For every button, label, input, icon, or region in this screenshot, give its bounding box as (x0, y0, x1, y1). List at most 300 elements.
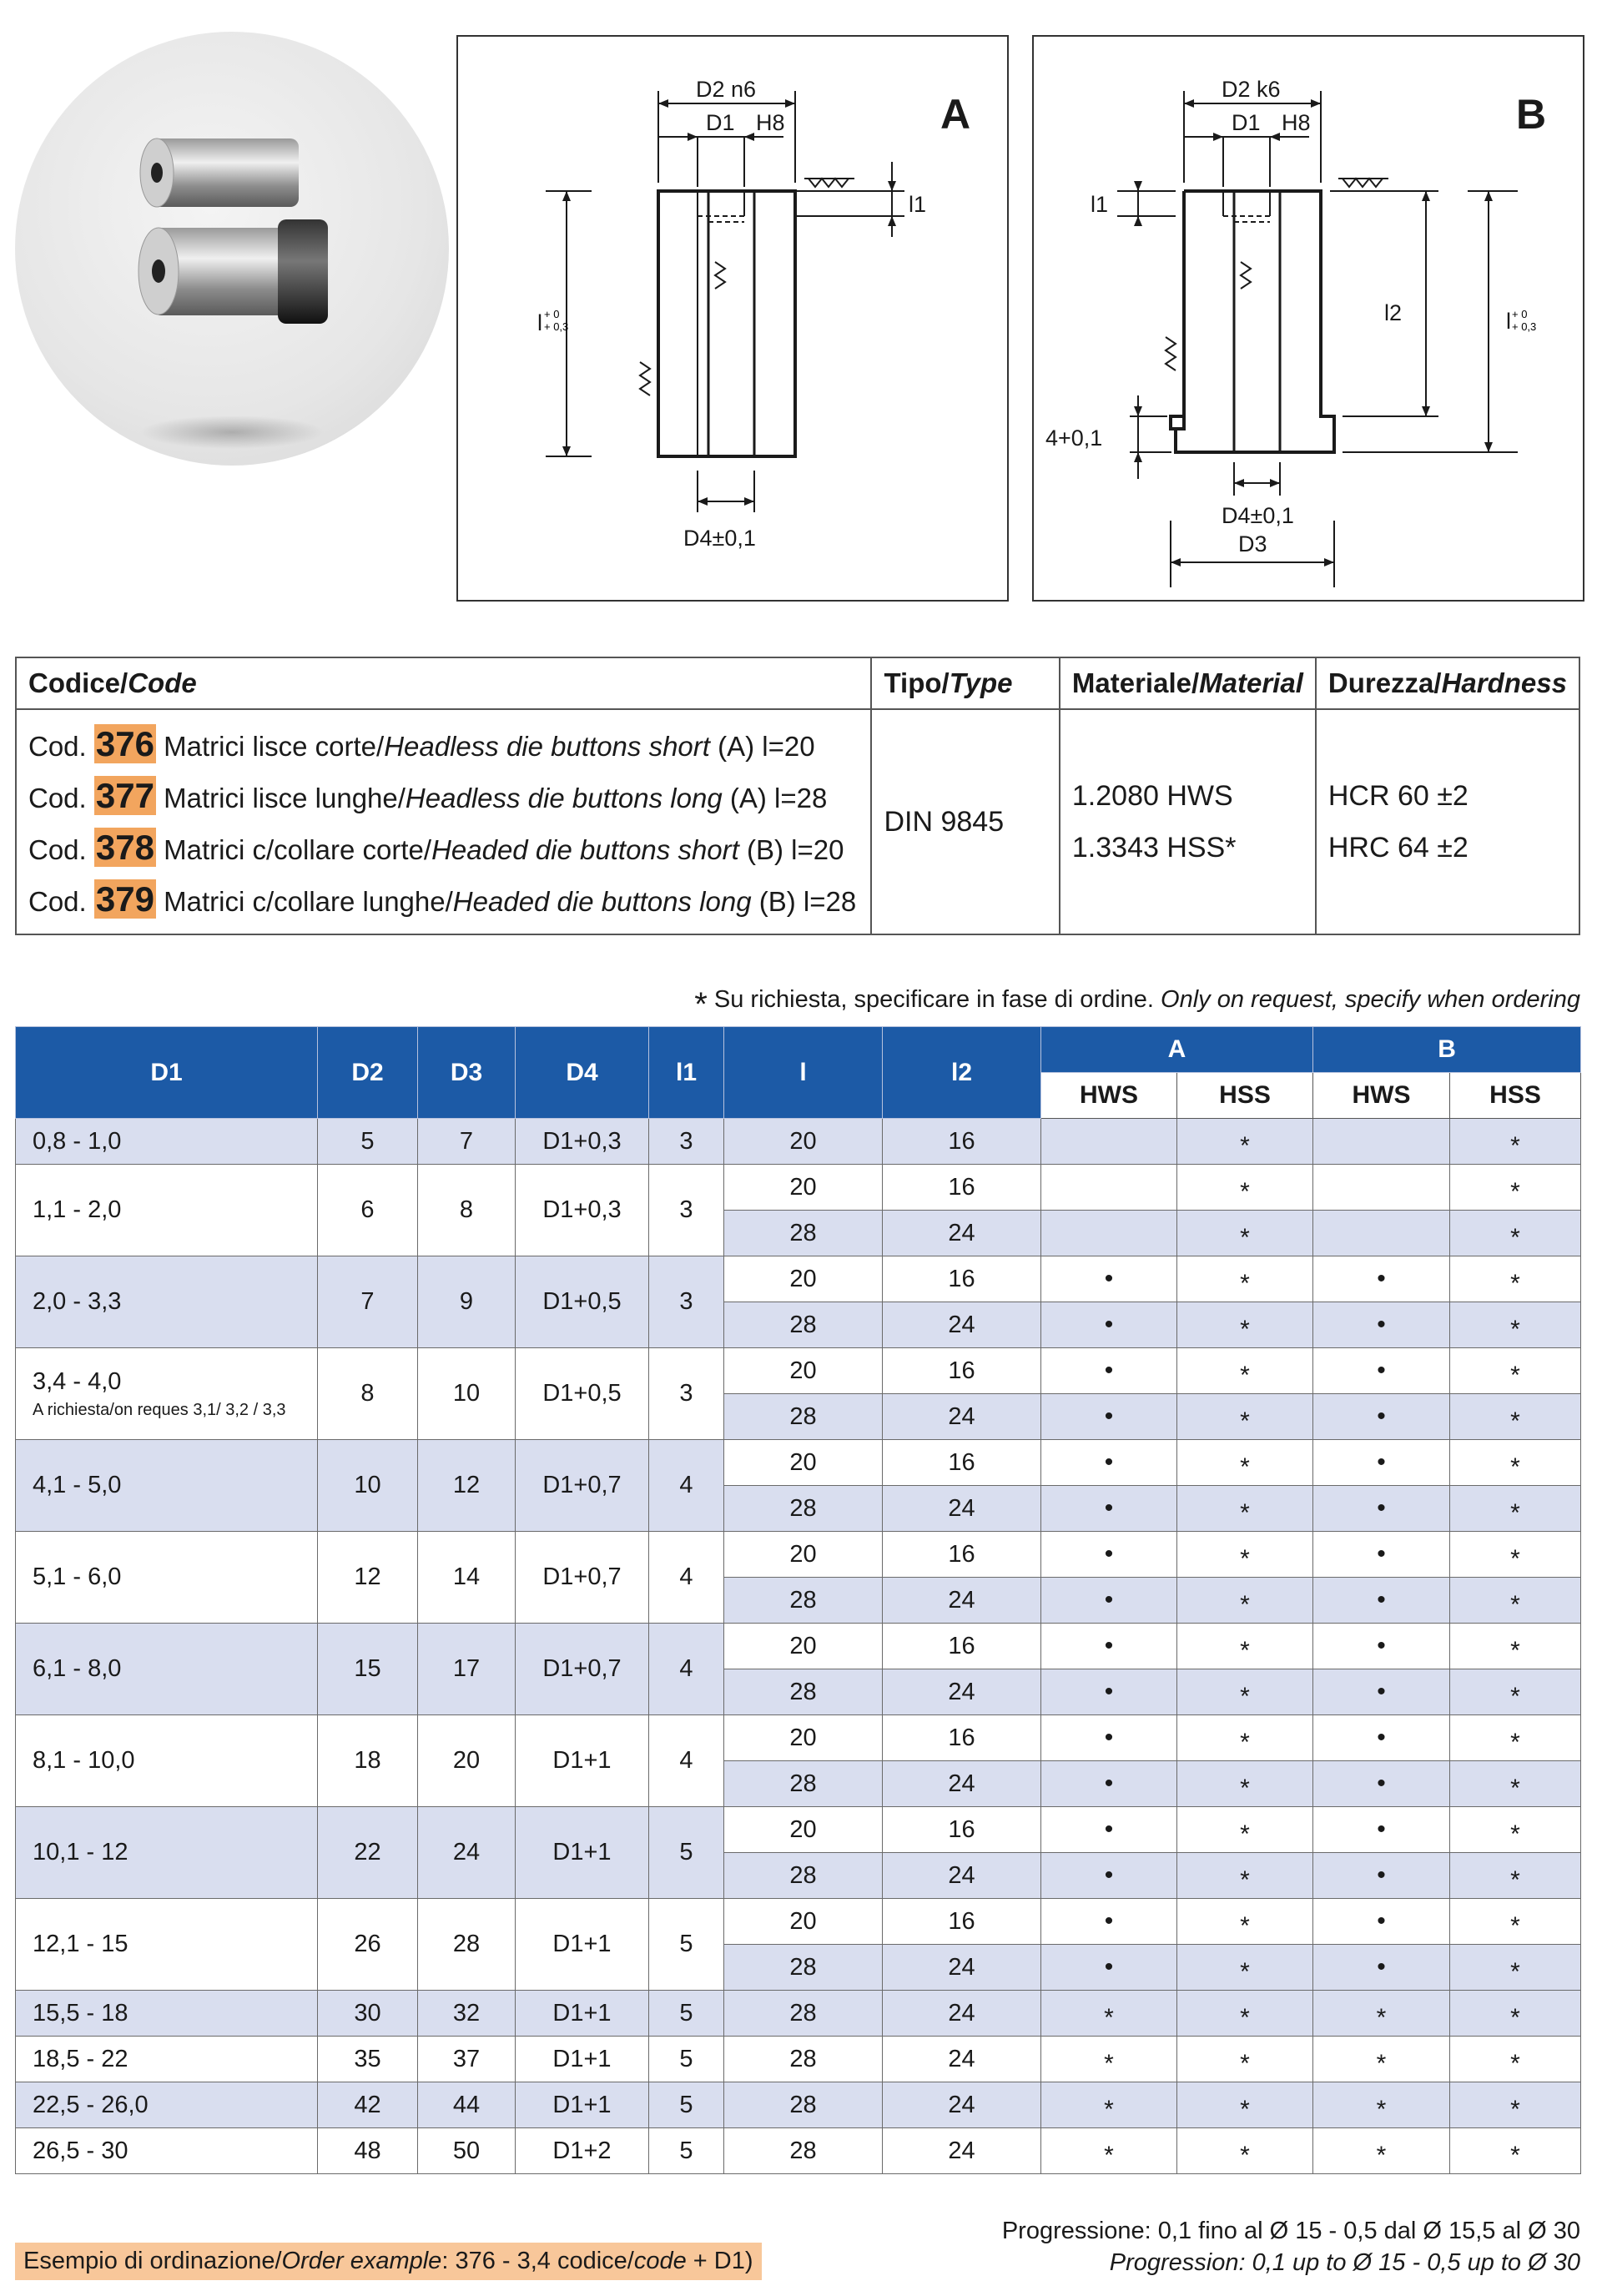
cell-l1: 5 (649, 2037, 724, 2082)
on-request-mark: * (1510, 1637, 1520, 1664)
request-note: * Su richiesta, specificare in fase di ordine. Only on request, specify when ordering (694, 986, 1580, 1023)
table-row (16, 1624, 1581, 1669)
product-photo (15, 32, 449, 466)
cell-b-hws (1313, 2128, 1450, 2174)
on-request-mark: * (1104, 2096, 1114, 2123)
cell-a-hss (1177, 1119, 1313, 1165)
drawing-b-l-tol-lower: + 0,3 (1512, 320, 1537, 333)
drawing-a-d4: D4±0,1 (683, 526, 756, 551)
available-dot-icon: • (1377, 1494, 1386, 1522)
cell-b-hss (1450, 1945, 1581, 1991)
header-d2: D2 (318, 1027, 418, 1119)
cell-d1-range: 1,1 - 2,0 (33, 1196, 122, 1223)
cell-a-hws (1041, 2082, 1177, 2128)
cell-d1 (16, 1991, 318, 2037)
cell-l2: 16 (883, 1532, 1041, 1578)
code-line-376: Cod. 376 Matrici lisce corte/Headless die buttons short (A) l=20 (28, 724, 815, 763)
code-line-377: Cod. 377 Matrici lisce lunghe/Headless die buttons long (A) l=28 (28, 776, 828, 815)
cell-l2: 24 (883, 1486, 1041, 1532)
cell-d2: 7 (318, 1256, 418, 1348)
cell-d4: D1+1 (516, 2037, 649, 2082)
type-value: DIN 9845 (871, 709, 1059, 934)
progression-en: Progression: 0,1 up to Ø 15 - 0,5 up to Ø 30 (1109, 2249, 1580, 2276)
cell-l: 28 (724, 1991, 883, 2037)
cell-d1-range: 22,5 - 26,0 (33, 2091, 149, 2118)
cell-d3: 9 (418, 1256, 516, 1348)
header-b-hws: HWS (1313, 1073, 1450, 1119)
header-a-hws: HWS (1041, 1073, 1177, 1119)
cell-d1-range: 6,1 - 8,0 (33, 1655, 122, 1682)
table-row (16, 2082, 1581, 2128)
on-request-mark: * (1240, 1178, 1250, 1206)
cell-a-hws (1041, 1715, 1177, 1761)
cell-a-hss (1177, 1991, 1313, 2037)
cell-b-hws (1313, 1211, 1450, 1256)
on-request-mark: * (1510, 1683, 1520, 1710)
hardness-hws: HCR 60 ±2 (1327, 780, 1468, 812)
cell-l1: 5 (649, 1899, 724, 1991)
cell-b-hss (1450, 1578, 1581, 1624)
cell-d1-range: 8,1 - 10,0 (33, 1747, 135, 1774)
cell-d3: 17 (418, 1624, 516, 1715)
cell-d3: 50 (418, 2128, 516, 2174)
header-group-a: A (1041, 1027, 1313, 1073)
cell-b-hws (1313, 1348, 1450, 1394)
on-request-mark: * (1104, 2004, 1114, 2032)
cell-l1: 3 (649, 1119, 724, 1165)
cell-a-hss (1177, 1256, 1313, 1302)
cell-l2: 24 (883, 1761, 1041, 1807)
table-row (16, 1715, 1581, 1761)
cell-d1 (16, 2082, 318, 2128)
on-request-mark: * (1510, 1224, 1520, 1251)
on-request-mark: * (1510, 1178, 1520, 1206)
progression-it: Progressione: 0,1 fino al Ø 15 - 0,5 dal Ø 15,5 al Ø 30 (1001, 2218, 1580, 2244)
cell-d1 (16, 1256, 318, 1348)
cell-b-hws (1313, 1945, 1450, 1991)
cell-l2: 16 (883, 1440, 1041, 1486)
cell-d3: 37 (418, 2037, 516, 2082)
cell-l: 28 (724, 1853, 883, 1899)
drawing-b-d2: D2 k6 (1222, 77, 1281, 102)
cell-b-hws (1313, 1119, 1450, 1165)
drawing-a-l-tol-lower: + 0,3 (544, 320, 569, 333)
cell-a-hss (1177, 1348, 1313, 1394)
available-dot-icon: • (1104, 1311, 1114, 1338)
on-request-mark: * (1376, 2142, 1387, 2169)
cell-d3: 12 (418, 1440, 516, 1532)
on-request-mark: * (1240, 2050, 1250, 2077)
cell-d1 (16, 1624, 318, 1715)
cell-d4: D1+0,5 (516, 1348, 649, 1440)
cell-d2: 35 (318, 2037, 418, 2082)
cell-d2: 18 (318, 1715, 418, 1807)
cell-b-hss (1450, 2128, 1581, 2174)
on-request-mark: * (1510, 1866, 1520, 1894)
cell-a-hss (1177, 2128, 1313, 2174)
cell-b-hws (1313, 1669, 1450, 1715)
on-request-mark: * (1104, 2142, 1114, 2169)
on-request-mark: * (1510, 1362, 1520, 1389)
code-header: Codice/Code (16, 657, 871, 709)
cell-a-hws (1041, 1578, 1177, 1624)
cell-l: 20 (724, 1715, 883, 1761)
drawing-a-l: l (537, 310, 542, 335)
cell-d2: 15 (318, 1624, 418, 1715)
cell-a-hss (1177, 1165, 1313, 1211)
cell-b-hss (1450, 1669, 1581, 1715)
dimension-header-row (16, 1027, 1581, 1073)
cell-l1: 3 (649, 1348, 724, 1440)
die-buttons-illustration (15, 32, 449, 466)
cell-a-hws (1041, 1945, 1177, 1991)
available-dot-icon: • (1104, 1907, 1114, 1935)
cell-d4: D1+0,7 (516, 1624, 649, 1715)
cell-d2: 26 (318, 1899, 418, 1991)
on-request-mark: * (1510, 2004, 1520, 2032)
on-request-mark: * (1240, 1820, 1250, 1848)
cell-b-hws (1313, 1165, 1450, 1211)
on-request-mark: * (1510, 1316, 1520, 1343)
cell-l2: 24 (883, 1578, 1041, 1624)
header-d1: D1 (16, 1027, 318, 1119)
cell-d1-range: 10,1 - 12 (33, 1839, 128, 1866)
cell-l2: 24 (883, 1302, 1041, 1348)
table-row (16, 1165, 1581, 1211)
cell-d1-note: A richiesta/on reques 3,1/ 3,2 / 3,3 (33, 1400, 286, 1419)
cell-d4: D1+0,7 (516, 1532, 649, 1624)
cell-a-hws (1041, 2037, 1177, 2082)
cell-a-hws (1041, 1440, 1177, 1486)
cell-l2: 16 (883, 1715, 1041, 1761)
cell-d4: D1+0,7 (516, 1440, 649, 1532)
cell-b-hss (1450, 1348, 1581, 1394)
cell-b-hws (1313, 1578, 1450, 1624)
cell-l2: 24 (883, 2082, 1041, 2128)
cell-l1: 5 (649, 1991, 724, 2037)
cell-a-hws (1041, 1119, 1177, 1165)
cell-a-hss (1177, 1302, 1313, 1348)
cell-l1: 4 (649, 1624, 724, 1715)
cell-d1-range: 4,1 - 5,0 (33, 1472, 122, 1498)
on-request-mark: * (1510, 1453, 1520, 1481)
drawing-a-l1: l1 (909, 192, 927, 217)
code-line-379: Cod. 379 Matrici c/collare lunghe/Headed die buttons long (B) l=28 (28, 879, 857, 919)
cell-l: 20 (724, 1624, 883, 1669)
table-row (16, 1532, 1581, 1578)
table-row (16, 1991, 1581, 2037)
header-d4: D4 (516, 1027, 649, 1119)
on-request-mark: * (1240, 1683, 1250, 1710)
cell-d3: 14 (418, 1532, 516, 1624)
cell-l: 28 (724, 2082, 883, 2128)
available-dot-icon: • (1377, 1586, 1386, 1614)
cell-d1 (16, 1532, 318, 1624)
cell-a-hws (1041, 1853, 1177, 1899)
cell-d3: 28 (418, 1899, 516, 1991)
cell-l2: 24 (883, 2037, 1041, 2082)
cell-l: 28 (724, 1578, 883, 1624)
cell-a-hss (1177, 1807, 1313, 1853)
on-request-mark: * (1376, 2096, 1387, 2123)
drawing-b-l1: l1 (1091, 192, 1109, 217)
on-request-mark: * (1240, 1499, 1250, 1527)
on-request-mark: * (1510, 1912, 1520, 1940)
cell-l2: 16 (883, 1165, 1041, 1211)
cell-b-hss (1450, 1715, 1581, 1761)
on-request-mark: * (1510, 1775, 1520, 1802)
on-request-mark: * (1240, 1729, 1250, 1756)
cell-a-hws (1041, 1486, 1177, 1532)
cell-b-hws (1313, 2082, 1450, 2128)
cell-l2: 16 (883, 1256, 1041, 1302)
note-star: * (694, 986, 708, 1023)
cell-l2: 24 (883, 1669, 1041, 1715)
cell-d3: 8 (418, 1165, 516, 1256)
cell-b-hws (1313, 1302, 1450, 1348)
dimension-table (15, 1026, 1581, 2174)
cell-d3: 32 (418, 1991, 516, 2037)
on-request-mark: * (1240, 2096, 1250, 2123)
cell-a-hws (1041, 1991, 1177, 2037)
cell-a-hss (1177, 2082, 1313, 2128)
on-request-mark: * (1240, 1362, 1250, 1389)
drawing-b-h8: H8 (1282, 110, 1311, 135)
cell-d1 (16, 1440, 318, 1532)
cell-d1-range: 12,1 - 15 (33, 1931, 128, 1957)
drawing-b-l2: l2 (1384, 300, 1403, 325)
on-request-mark: * (1510, 2142, 1520, 2169)
cell-d2: 5 (318, 1119, 418, 1165)
available-dot-icon: • (1104, 1953, 1114, 1981)
cell-a-hws (1041, 1256, 1177, 1302)
cell-l: 28 (724, 1669, 883, 1715)
cell-l1: 4 (649, 1715, 724, 1807)
cell-d4: D1+2 (516, 2128, 649, 2174)
available-dot-icon: • (1104, 1861, 1114, 1889)
cell-b-hss (1450, 1853, 1581, 1899)
cell-d1 (16, 2037, 318, 2082)
drawing-b-l-tol-upper: + 0 (1512, 308, 1528, 320)
cell-l2: 16 (883, 1119, 1041, 1165)
cell-a-hss (1177, 1669, 1313, 1715)
available-dot-icon: • (1377, 1540, 1386, 1568)
cell-l2: 16 (883, 1899, 1041, 1945)
material-hws: 1.2080 HWS (1071, 780, 1233, 812)
cell-a-hss (1177, 1624, 1313, 1669)
on-request-mark: * (1510, 1132, 1520, 1160)
drawing-b-letter: B (1516, 91, 1547, 138)
table-row (16, 1256, 1581, 1302)
cell-b-hws (1313, 1624, 1450, 1669)
on-request-mark: * (1240, 2004, 1250, 2032)
cell-d1 (16, 1807, 318, 1899)
on-request-mark: * (1240, 1591, 1250, 1619)
available-dot-icon: • (1104, 1815, 1114, 1843)
cell-l2: 24 (883, 1394, 1041, 1440)
on-request-mark: * (1240, 1224, 1250, 1251)
cell-a-hws (1041, 1211, 1177, 1256)
cell-d4: D1+1 (516, 1807, 649, 1899)
cell-d4: D1+0,3 (516, 1165, 649, 1256)
cell-b-hss (1450, 1302, 1581, 1348)
cell-a-hss (1177, 1761, 1313, 1807)
available-dot-icon: • (1377, 1724, 1386, 1751)
cell-l2: 16 (883, 1348, 1041, 1394)
cell-l: 20 (724, 1348, 883, 1394)
table-row (16, 1440, 1581, 1486)
available-dot-icon: • (1377, 1632, 1386, 1659)
code-table-header (16, 657, 1579, 709)
cell-d2: 8 (318, 1348, 418, 1440)
available-dot-icon: • (1104, 1494, 1114, 1522)
on-request-mark: * (1376, 2004, 1387, 2032)
cell-a-hws (1041, 1532, 1177, 1578)
cell-b-hss (1450, 2037, 1581, 2082)
cell-d2: 42 (318, 2082, 418, 2128)
cell-d4: D1+0,3 (516, 1119, 649, 1165)
code-line-378: Cod. 378 Matrici c/collare corte/Headed die buttons short (B) l=20 (28, 828, 844, 867)
cell-b-hss (1450, 1761, 1581, 1807)
cell-b-hss (1450, 1256, 1581, 1302)
hardness-values (1316, 709, 1579, 934)
cell-d2: 6 (318, 1165, 418, 1256)
header-a-hss: HSS (1177, 1073, 1313, 1119)
on-request-mark: * (1240, 1912, 1250, 1940)
available-dot-icon: • (1377, 1815, 1386, 1843)
cell-a-hws (1041, 1761, 1177, 1807)
header-b-hss: HSS (1450, 1073, 1581, 1119)
cell-d1-range: 18,5 - 22 (33, 2045, 128, 2072)
cell-l2: 24 (883, 1211, 1041, 1256)
available-dot-icon: • (1104, 1586, 1114, 1614)
header-l: l (724, 1027, 883, 1119)
cell-l: 20 (724, 1532, 883, 1578)
cell-a-hss (1177, 1945, 1313, 1991)
cell-b-hws (1313, 1486, 1450, 1532)
available-dot-icon: • (1377, 1770, 1386, 1797)
cell-l2: 16 (883, 1807, 1041, 1853)
cell-a-hss (1177, 1532, 1313, 1578)
cell-d4: D1+1 (516, 1991, 649, 2037)
cell-b-hss (1450, 1165, 1581, 1211)
cell-a-hss (1177, 1853, 1313, 1899)
on-request-mark: * (1240, 1407, 1250, 1435)
cell-d2: 12 (318, 1532, 418, 1624)
cell-b-hws (1313, 1256, 1450, 1302)
available-dot-icon: • (1104, 1632, 1114, 1659)
cell-b-hss (1450, 1211, 1581, 1256)
cell-d3: 44 (418, 2082, 516, 2128)
cell-l1: 5 (649, 1807, 724, 1899)
cell-d4: D1+0,5 (516, 1256, 649, 1348)
cell-l1: 3 (649, 1165, 724, 1256)
available-dot-icon: • (1377, 1907, 1386, 1935)
cell-l: 28 (724, 2128, 883, 2174)
cell-l: 20 (724, 1899, 883, 1945)
on-request-mark: * (1240, 1132, 1250, 1160)
available-dot-icon: • (1104, 1678, 1114, 1705)
material-hss: 1.3343 HSS* (1071, 832, 1237, 864)
code-list (16, 709, 871, 934)
cell-b-hss (1450, 1899, 1581, 1945)
cell-d3: 7 (418, 1119, 516, 1165)
cell-a-hss (1177, 2037, 1313, 2082)
hardness-hss: HRC 64 ±2 (1327, 832, 1468, 864)
cell-l: 20 (724, 1440, 883, 1486)
hardness-header: Durezza/Hardness (1316, 657, 1579, 709)
available-dot-icon: • (1377, 1448, 1386, 1476)
table-row (16, 1899, 1581, 1945)
code-table (15, 657, 1580, 935)
cell-b-hss (1450, 1394, 1581, 1440)
drawing-a-svg (458, 37, 1007, 600)
on-request-mark: * (1510, 2096, 1520, 2123)
cell-l: 20 (724, 1165, 883, 1211)
cell-b-hss (1450, 1624, 1581, 1669)
cell-l: 28 (724, 2037, 883, 2082)
cell-b-hss (1450, 1807, 1581, 1853)
cell-d3: 20 (418, 1715, 516, 1807)
cell-l1: 3 (649, 1256, 724, 1348)
cell-d1-range: 0,8 - 1,0 (33, 1127, 122, 1155)
drawing-b-collar: 4+0,1 (1045, 425, 1103, 451)
cell-d1-range: 26,5 - 30 (33, 2137, 128, 2164)
table-row (16, 1348, 1581, 1394)
drawing-b-d4: D4±0,1 (1222, 503, 1294, 528)
available-dot-icon: • (1104, 1265, 1114, 1292)
cell-d1-range: 5,1 - 6,0 (33, 1563, 122, 1590)
drawing-a-letter: A (940, 91, 971, 138)
on-request-mark: * (1240, 1958, 1250, 1986)
cell-d1 (16, 1899, 318, 1991)
on-request-mark: * (1240, 1545, 1250, 1573)
cell-a-hss (1177, 1394, 1313, 1440)
cell-a-hss (1177, 1211, 1313, 1256)
on-request-mark: * (1510, 1729, 1520, 1756)
on-request-mark: * (1240, 1453, 1250, 1481)
on-request-mark: * (1510, 1958, 1520, 1986)
available-dot-icon: • (1377, 1861, 1386, 1889)
type-header: Tipo/Type (871, 657, 1059, 709)
order-example: Esempio di ordinazione/Order example: 376 - 3,4 codice/code + D1) (15, 2243, 762, 2280)
cell-a-hss (1177, 1486, 1313, 1532)
cell-l1: 4 (649, 1532, 724, 1624)
cell-d1-range: 2,0 - 3,3 (33, 1288, 122, 1315)
cell-b-hss (1450, 1991, 1581, 2037)
header-l2: l2 (883, 1027, 1041, 1119)
cell-a-hws (1041, 1165, 1177, 1211)
cell-d1 (16, 1165, 318, 1256)
cell-a-hss (1177, 1899, 1313, 1945)
cell-d1 (16, 2128, 318, 2174)
cell-l2: 24 (883, 1945, 1041, 1991)
cell-d1 (16, 1715, 318, 1807)
header-group-b: B (1313, 1027, 1581, 1073)
table-row (16, 2128, 1581, 2174)
available-dot-icon: • (1104, 1402, 1114, 1430)
cell-d1-range: 3,4 - 4,0 (33, 1367, 122, 1395)
header-l1: l1 (649, 1027, 724, 1119)
header-d3: D3 (418, 1027, 516, 1119)
cell-l: 28 (724, 1394, 883, 1440)
on-request-mark: * (1510, 1270, 1520, 1297)
available-dot-icon: • (1377, 1311, 1386, 1338)
drawing-a-l-tol-upper: + 0 (544, 308, 560, 320)
cell-b-hws (1313, 1440, 1450, 1486)
cell-b-hss (1450, 2082, 1581, 2128)
cell-a-hws (1041, 2128, 1177, 2174)
